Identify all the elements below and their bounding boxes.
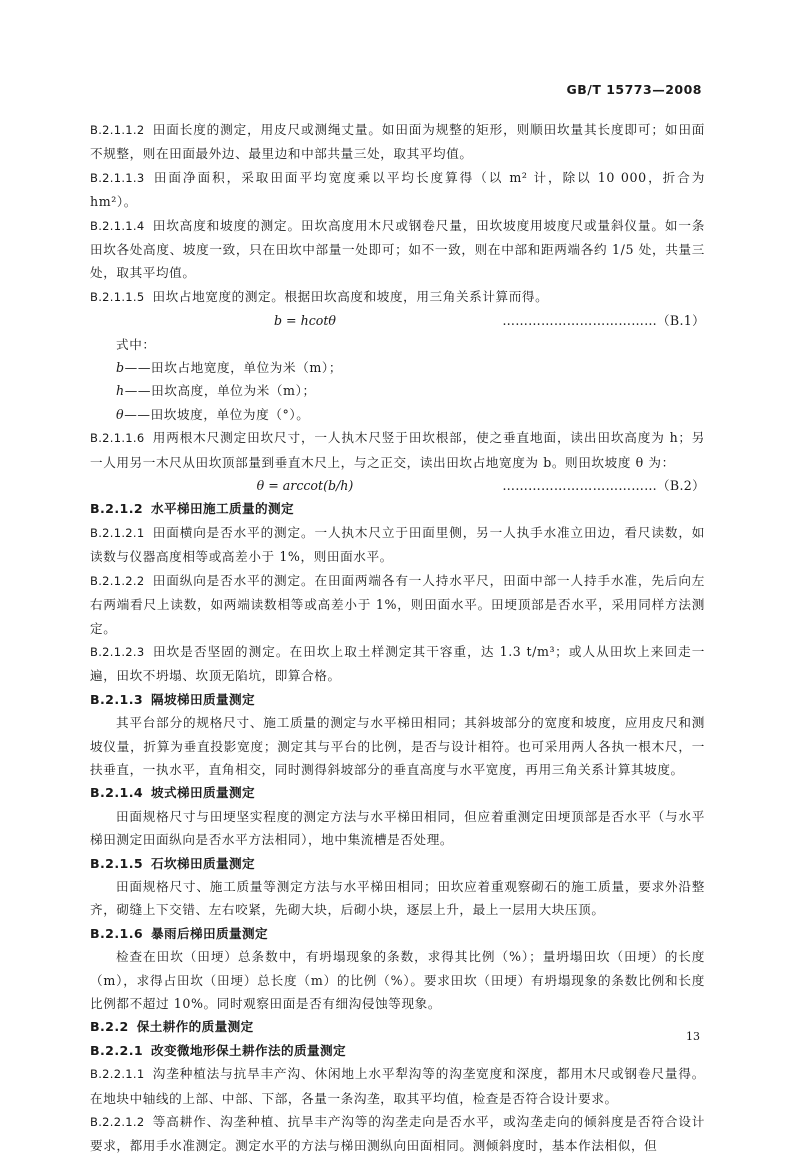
heading-title: 石坎梯田质量测定 (151, 855, 255, 871)
heading-title: 隔坡梯田质量测定 (151, 691, 255, 707)
heading-number: B.2.1.6 (90, 925, 144, 941)
clause-b2212 (90, 1110, 705, 1158)
clause-text: 等高耕作、沟垄种植、抗旱丰产沟等的沟垄走向是否水平，或沟垄走向的倾斜度是否符合设计要求，都用手水准测定。测定水平的方法与梯田测纵向田面相同。测倾斜度时，基本作法相似，但 (90, 1114, 705, 1154)
equation-reference: ………………………………（B.2） (502, 478, 705, 494)
clause-number: B.2.1.1.5 (90, 289, 145, 304)
clause-number: B.2.2.1.2 (90, 1115, 145, 1130)
equation-formula: θ = arccot(b/h) (256, 478, 354, 494)
equation-b1 (90, 309, 705, 332)
clause-b2115 (90, 285, 705, 309)
clause-number: B.2.1.1.3 (90, 170, 145, 185)
section-heading-b212 (90, 497, 705, 520)
clause-b2122 (90, 569, 705, 640)
heading-number: B.2.1.4 (90, 785, 144, 801)
heading-number: B.2.2 (90, 1019, 129, 1035)
clause-text: 田坎占地宽度的测定。根据田坎高度和坡度，用三角关系计算而得。 (152, 288, 549, 304)
heading-number: B.2.1.3 (90, 691, 144, 707)
where-label: 式中： (116, 336, 156, 352)
clause-number: B.2.1.2.2 (90, 573, 145, 588)
clause-b2123 (90, 640, 705, 688)
section-heading-b216 (90, 922, 705, 945)
definition-symbol: b (116, 360, 125, 376)
clause-b2211 (90, 1062, 705, 1110)
clause-number: B.2.1.1.6 (90, 431, 145, 446)
clause-b2121 (90, 521, 705, 569)
clause-text: 田面横向是否水平的测定。一人执木尺立于田面里侧，另一人执手水准立田边，看尺读数，如读数与仪器高度相等或高差小于 1%，则田面水平。 (90, 524, 705, 565)
definition-symbol: h (116, 383, 125, 399)
heading-number: B.2.1.2 (90, 501, 144, 517)
paragraph-b216: 检查在田坎（田埂）总条数中，有坍塌现象的条数，求得其比例（%）；量坍塌田坎（田埂）的长度（m），求得占田坎（田埂）总长度（m）的比例（%）。要求田坎（田埂）有坍塌现象的条数比例和长度比例都不超过 10%。同时观察田面是否有细沟侵蚀等现象。 (90, 949, 705, 1011)
clause-text: 田面净面积，采取田面平均宽度乘以平均长度算得（以 m² 计，除以 10 000，折合为 hm²）。 (90, 169, 705, 210)
heading-number: B.2.2.1 (90, 1042, 144, 1058)
definition-item (90, 403, 705, 426)
heading-title: 改变微地形保土耕作法的质量测定 (151, 1042, 346, 1058)
definition-text: ——田坎坡度，单位为度（°）。 (124, 406, 310, 422)
equation-reference: ………………………………（B.1） (502, 313, 705, 329)
clause-text: 田坎是否坚固的测定。在田坎上取土样测定其干容重，达 1.3 t/m³；或人从田坎上来回走一遍，田坎不坍塌、坎顶无陷坑，即算合格。 (90, 643, 705, 684)
clause-number: B.2.2.1.1 (90, 1067, 145, 1082)
clause-b2113 (90, 166, 705, 214)
section-heading-b214 (90, 781, 705, 804)
clause-b2116 (90, 426, 705, 474)
section-heading-b213 (90, 688, 705, 711)
paragraph-b215: 田面规格尺寸、施工质量等测定方法与水平梯田相同；田坎应着重观察砌石的施工质量，要求外沿整齐，砌缝上下交错、左右咬紧，先砌大块，后砌小块，逐层上升，最上一层用大块压顶。 (90, 878, 705, 918)
clause-text: 田面长度的测定，用皮尺或测绳丈量。如田面为规整的矩形，则顺田坎量其长度即可；如田面不规整，则在田面最外边、最里边和中部共量三处，取其平均值。 (90, 122, 705, 162)
definition-text: ——田坎占地宽度，单位为米（m）； (124, 360, 343, 376)
section-heading-b215 (90, 852, 705, 875)
section-heading-b22 (90, 1015, 705, 1038)
clause-text: 田坎高度和坡度的测定。田坎高度用木尺或钢卷尺量，田坎坡度用坡度尺或量斜仪量。如一条田坎各处高度、坡度一致，只在田坎中部量一处即可；如不一致，则在中部和距两端各约 1/5 处，共量三处，取其平均值。 (90, 217, 705, 281)
standard-code-header: GB/T 15773—2008 (566, 82, 702, 97)
definition-item (90, 356, 705, 379)
page-number: 13 (686, 1030, 700, 1043)
heading-number: B.2.1.5 (90, 855, 144, 871)
clause-text: 田面纵向是否水平的测定。在田面两端各有一人持水平尺，田面中部一人持手水准，先后向左右两端看尺上读数，如两端读数相等或高差小于 1%，则田面水平。田埂顶部是否水平，采用同样方法测定。 (90, 572, 705, 636)
heading-title: 暴雨后梯田质量测定 (151, 925, 268, 941)
paragraph-b214: 田面规格尺寸与田埂坚实程度的测定方法与水平梯田相同，但应着重测定田埂顶部是否水平（与水平梯田测定田面纵向是否水平方法相同），地中集流槽是否处理。 (90, 808, 705, 848)
clause-number: B.2.1.1.2 (90, 123, 145, 137)
clause-b2112 (90, 118, 705, 166)
clause-number: B.2.1.1.4 (90, 218, 145, 233)
clause-number: B.2.1.2.3 (90, 644, 145, 659)
definition-symbol: θ (116, 406, 125, 422)
definition-text: ——田坎高度，单位为米（m）； (124, 383, 316, 399)
clause-text: 沟垄种植法与抗旱丰产沟、休闲地上水平犁沟等的沟垄宽度和深度，都用木尺或钢卷尺量得。在地块中轴线的上部、中部、下部，各量一条沟垄，取其平均值，检查是否符合设计要求。 (90, 1066, 705, 1106)
definition-item (90, 379, 705, 402)
heading-title: 水平梯田施工质量的测定 (151, 501, 294, 517)
equation-b2 (90, 474, 705, 497)
clause-b2114 (90, 214, 705, 285)
clause-text: 用两根木尺测定田坎尺寸，一人执木尺竖于田坎根部，使之垂直地面，读出田坎高度为 h；另一人用另一木尺从田坎顶部量到垂直木尺上，与之正交，读出田坎占地宽度为 b。则田坎坡度 θ 为： (90, 430, 705, 470)
document-body (90, 118, 705, 1158)
paragraph-b213: 其平台部分的规格尺寸、施工质量的测定与水平梯田相同；其斜坡部分的宽度和坡度，应用皮尺和测坡仪量，折算为垂直投影宽度；测定其与平台的比例，是否与设计相符。也可采用两人各执一根木尺，一扶垂直，一执水平，直角相交，同时测得斜坡部分的垂直高度与水平宽度，再用三角关系计算其坡度。 (90, 715, 705, 777)
clause-number: B.2.1.2.1 (90, 525, 145, 540)
heading-title: 坡式梯田质量测定 (151, 785, 255, 801)
heading-title: 保土耕作的质量测定 (136, 1019, 254, 1035)
equation-formula: b = hcotθ (273, 313, 336, 329)
section-heading-b221 (90, 1039, 705, 1062)
